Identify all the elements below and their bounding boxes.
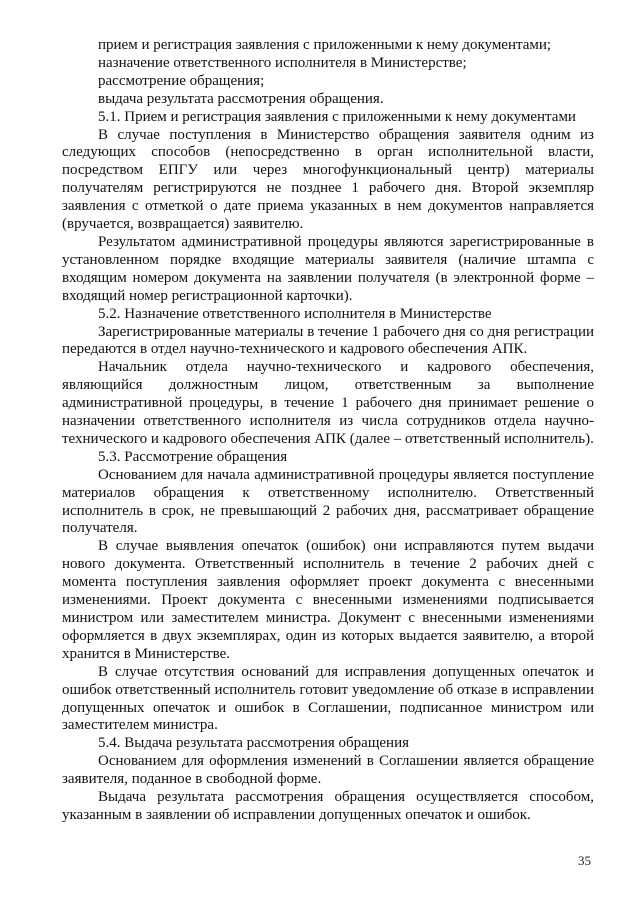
paragraph: В случае выявления опечаток (ошибок) они исправляются путем выдачи нового документа. Ответственный исполнитель в течение 2 рабочих дней с момента поступления заявления оформляет проект документа с внесенными изменениями. Проект документа с внесенными изменениями подписывается министром или заместителем министра. Документ с внесенными изменениями оформляется в двух экземплярах, один из которых выдается заявителю, а второй хранится в Министерстве. bbox=[62, 538, 594, 662]
paragraph: Выдача результата рассмотрения обращения осуществляется способом, указанным в заявлении об исправлении допущенных опечаток и ошибок. bbox=[62, 789, 594, 823]
list-item: выдача результата рассмотрения обращения. bbox=[98, 90, 384, 107]
section-heading: 5.4. Выдача результата рассмотрения обращения bbox=[98, 735, 409, 752]
paragraph: В случае поступления в Министерство обращения заявителя одним из следующих способов (непосредственно в орган исполнительной власти, посредством ЕПГУ или через многофункциональный центр) материалы получателям регистрируются не позднее 1 рабочего дня. Второй экземпляр заявления с отметкой о дате приема указанных в нем документов направляется (вручается, возвращается) заявителю. bbox=[62, 126, 594, 233]
section-heading: 5.1. Прием и регистрация заявления с приложенными к нему документами bbox=[98, 108, 576, 125]
list-item: рассмотрение обращения; bbox=[98, 72, 265, 89]
paragraph: Зарегистрированные материалы в течение 1 рабочего дня со дня регистрации передаются в отдел научно-технического и кадрового обеспечения АПК. bbox=[62, 323, 594, 358]
section-heading: 5.2. Назначение ответственного исполнителя в Министерстве bbox=[98, 305, 492, 322]
document-page bbox=[62, 37, 594, 825]
page-number: 35 bbox=[578, 853, 591, 868]
list-item: назначение ответственного исполнителя в Министерстве; bbox=[98, 54, 467, 71]
paragraph: Основанием для оформления изменений в Соглашении является обращение заявителя, поданное в свободной форме. bbox=[62, 753, 594, 788]
list-item: прием и регистрация заявления с приложенными к нему документами; bbox=[98, 37, 552, 53]
paragraph: Основанием для начала административной процедуры является поступление материалов обращения к ответственному исполнителю. Ответственный исполнитель в срок, не превышающий 2 рабочих дня, рассматривает обращение получателя. bbox=[62, 466, 594, 537]
section-heading: 5.3. Рассмотрение обращения bbox=[98, 448, 288, 465]
paragraph: Начальник отдела научно-технического и кадрового обеспечения, являющийся должностным лицом, ответственным за выполнение административной процедуры, в течение 1 рабочего дня принимает решение о назначении ответственного исполнителя из числа сотрудников отдела научно-технического и кадрового обеспечения АПК (далее – ответственный исполнитель). bbox=[62, 359, 594, 447]
paragraph: В случае отсутствия оснований для исправления допущенных опечаток и ошибок ответственный исполнитель готовит уведомление об отказе в исправлении допущенных опечаток и ошибок в Соглашении, подписанное министром или заместителем министра. bbox=[62, 663, 594, 734]
paragraph: Результатом административной процедуры являются зарегистрированные в установленном порядке входящие материалы заявителя (наличие штампа с входящим номером документа на заявлении получателя (в электронной форме – входящий номер регистрационной карточки). bbox=[62, 233, 594, 304]
